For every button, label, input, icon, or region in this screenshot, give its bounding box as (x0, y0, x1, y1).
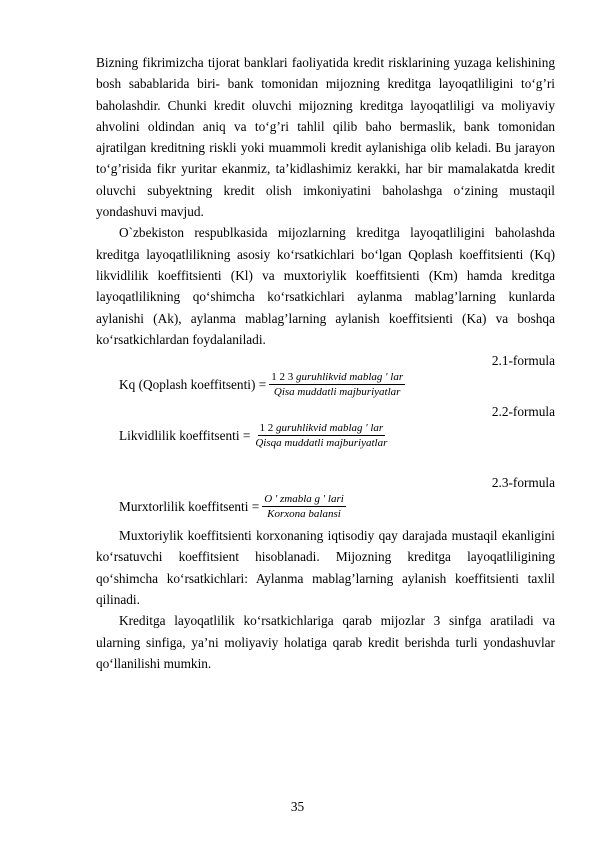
formula-2-3-numerator: O ' zmabla g ' lari (264, 493, 344, 506)
paragraph-credit-risk (96, 52, 555, 222)
paragraph-autonomy (96, 525, 555, 610)
formula-2-2-lhs: Likvidlilik koeffitsenti = (119, 428, 251, 444)
formula-2-1-numerator-prefix: 1 2 3 (271, 371, 294, 384)
formula-2-3-fraction (262, 493, 346, 521)
formula-2-1-label: 2.1-formula (491, 353, 555, 369)
formula-2-1-lhs: Kq (Qoplash koeffitsenti) = (119, 377, 267, 393)
formula-2-2-numerator-prefix: 1 2 (259, 422, 274, 435)
paragraph-indicators-text: O`zbekiston respublkasida mijozlarning kreditga layoqatliligini baholashda kreditga layoqatlilikning asosiy ko‘rsatkichlari bo‘lgan Qoplash koeffitsienti (Kq) likvidlilik koeffitsienti (Kl) va muxtoriylik koeffitsienti (Km) hamda kreditga layoqatlilikning qo‘shimcha ko‘rsatkichlari aylanma mablag’larning kunlarda aylanishi (Ak), aylanma mablag’larning aylanish koeffitsienti (Ka) va boshqa ko‘rsatkichlardan foydalaniladi. (96, 225, 555, 347)
page-number: 35 (290, 799, 305, 814)
paragraph-autonomy-text: Muxtoriylik koeffitsienti korxonaning iqtisodiy qay darajada mustaqil ekanligini ko‘rsatuvchi koeffitsient hisoblanadi. Mijozning kreditga layoqatliligining qo‘shimcha ko‘rsatkichlari: Aylanma mablag’larning aylanish koeffitsienti taxlil qilinadi. (96, 528, 555, 608)
formula-2-1-numerator (269, 371, 405, 385)
paragraph-credit-risk-text: Bizning fikrimizcha tijorat banklari faoliyatida kredit risklarining yuzaga kelishining bosh sabablarida biri- bank tomonidan mijozning kreditga layoqatliligini to‘g’ri baholashdir. Chunki kredit oluvchi mijozning kreditga layoqatliligi va moliyaviy ahvolini oldindan aniq va to‘g’ri tahlil qilib baho bermaslik, bank tomonidan ajratilgan kreditning riskli yoki muammoli kredit aylanishiga olib keladi. Bu jarayon to‘g’risida fikr yuritar ekanmiz, ta’kidlashimiz kerakki, har bir mamalakatda kredit oluvchi subyektning kredit olish imkoniyatini baholashga o‘zining mustaqil yondashuvi mavjud. (96, 55, 555, 220)
formula-2-1-denominator: Qisa muddatli majburiyatlar (273, 386, 401, 399)
formula-2-2-label: 2.2-formula (491, 404, 555, 420)
paragraph-classes (96, 610, 555, 674)
formula-2-1 (96, 371, 555, 399)
formula-2-1-fraction (269, 371, 405, 399)
paragraph-indicators (96, 222, 555, 350)
formula-2-3-label: 2.3-formula (491, 475, 555, 491)
formula-2-2-fraction (253, 422, 389, 450)
formula-2-2-numerator (258, 422, 386, 436)
formula-2-2 (96, 422, 555, 450)
formula-2-3-lhs: Murxtorlilik koeffitsenti = (119, 499, 260, 515)
document-page (96, 52, 555, 674)
paragraph-classes-text: Kreditga layoqatlilik ko‘rsatkichlariga qarab mijozlar 3 sinfga aratiladi va ularning sinfiga, ya’ni moliyaviy holatiga qarab kredit berishda turli yondashuvlar qo‘llanilishi mumkin. (96, 613, 555, 671)
formula-2-2-denominator: Qisqa muddatli majburiyatlar (255, 437, 388, 450)
formula-2-3 (96, 493, 555, 521)
formula-2-3-denominator: Korxona balansi (267, 508, 341, 521)
formula-2-1-numerator-text: guruhlikvid mablag ' lar (295, 371, 404, 384)
spacer (96, 450, 555, 472)
formula-2-2-numerator-text: guruhlikvid mablag ' lar (276, 422, 384, 435)
